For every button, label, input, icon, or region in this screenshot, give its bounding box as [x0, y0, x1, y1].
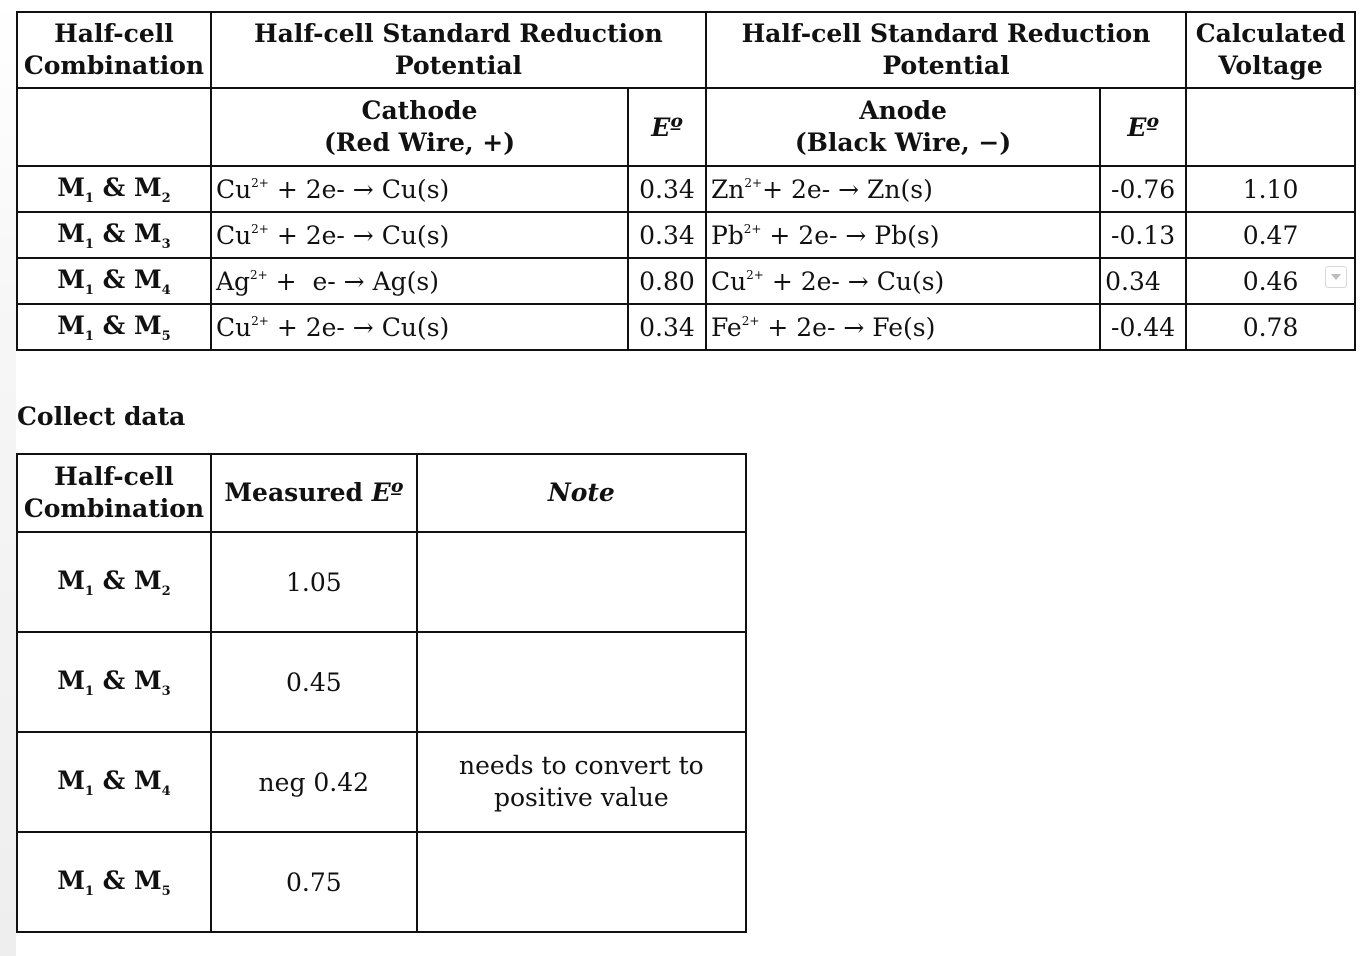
calculated-voltage-value[interactable]: 0.46: [1186, 258, 1355, 304]
note-cell[interactable]: [417, 632, 746, 732]
header-combination: Half-cell Combination: [17, 454, 211, 532]
cell-dropdown-icon[interactable]: [1325, 266, 1347, 288]
header-calculated-voltage: Calculated Voltage: [1186, 12, 1355, 88]
combination-cell: $M_1$ & $M_2$: [17, 166, 211, 212]
combination-cell: $M_1$ & $M_4$: [17, 732, 211, 832]
table-row: [17, 632, 746, 732]
anode-eo-value: -0.13: [1100, 212, 1186, 258]
table-row: [17, 304, 1355, 350]
note-cell[interactable]: needs to convert to positive value: [417, 732, 746, 832]
table-row: [17, 732, 746, 832]
subheader-anode: Anode (Black Wire, −): [706, 88, 1100, 166]
calculated-voltage-value[interactable]: 0.78: [1186, 304, 1355, 350]
anode-reaction: $Zn^{2+}+ 2e- \to Zn(s)$: [706, 166, 1100, 212]
calculated-voltage-value[interactable]: 0.47: [1186, 212, 1355, 258]
table-row: [17, 166, 1355, 212]
subheader-cathode-eo: Eº: [628, 88, 706, 166]
cathode-reaction: $Cu^{2+} + 2e- \to Cu(s)$: [211, 304, 628, 350]
note-cell[interactable]: [417, 832, 746, 932]
anode-reaction: $Cu^{2+} + 2e- \to Cu(s)$: [706, 258, 1100, 304]
collect-data-table: [16, 453, 747, 933]
table-row: [17, 258, 1355, 304]
cathode-eo-value: 0.34: [628, 212, 706, 258]
combination-cell: $M_1$ & $M_2$: [17, 532, 211, 632]
subheader-calculated-empty: [1186, 88, 1355, 166]
cathode-reaction: $Cu^{2+} + 2e- \to Cu(s)$: [211, 212, 628, 258]
measured-eo-value[interactable]: neg 0.42: [211, 732, 417, 832]
cathode-eo-value: 0.80: [628, 258, 706, 304]
table-row: [17, 832, 746, 932]
anode-eo-value: 0.34: [1100, 258, 1186, 304]
anode-eo-value: -0.44: [1100, 304, 1186, 350]
subheader-empty: [17, 88, 211, 166]
subheader-anode-eo: Eº: [1100, 88, 1186, 166]
anode-eo-value: -0.76: [1100, 166, 1186, 212]
combination-cell: $M_1$ & $M_3$: [17, 632, 211, 732]
note-cell[interactable]: [417, 532, 746, 632]
header-measured-eo: Measured Eº: [211, 454, 417, 532]
combination-cell: $M_1$ & $M_4$: [17, 258, 211, 304]
table-row: [17, 532, 746, 632]
combination-cell: $M_1$ & $M_5$: [17, 832, 211, 932]
table-row: [17, 212, 1355, 258]
cathode-reaction: $Ag^{2+} + e- \to Ag(s)$: [211, 258, 628, 304]
combination-cell: $M_1$ & $M_5$: [17, 304, 211, 350]
header-note: Note: [417, 454, 746, 532]
combination-cell: $M_1$ & $M_3$: [17, 212, 211, 258]
calculated-voltage-value[interactable]: 1.10: [1186, 166, 1355, 212]
cathode-reaction: $Cu^{2+} + 2e- \to Cu(s)$: [211, 166, 628, 212]
subheader-cathode: Cathode (Red Wire, +): [211, 88, 628, 166]
cathode-eo-value: 0.34: [628, 166, 706, 212]
cathode-eo-value: 0.34: [628, 304, 706, 350]
anode-reaction: $Pb^{2+} + 2e- \to Pb(s)$: [706, 212, 1100, 258]
measured-eo-value[interactable]: 0.45: [211, 632, 417, 732]
half-cell-potential-table: [16, 11, 1356, 351]
header-anode-potential: Half-cell Standard Reduction Potential: [706, 12, 1186, 88]
measured-eo-value[interactable]: 0.75: [211, 832, 417, 932]
header-combination: Half-cell Combination: [17, 12, 211, 88]
header-cathode-potential: Half-cell Standard Reduction Potential: [211, 12, 706, 88]
measured-eo-value[interactable]: 1.05: [211, 532, 417, 632]
section-title: Collect data: [17, 402, 186, 431]
page-left-margin: [0, 0, 16, 956]
anode-reaction: $Fe^{2+} + 2e- \to Fe(s)$: [706, 304, 1100, 350]
